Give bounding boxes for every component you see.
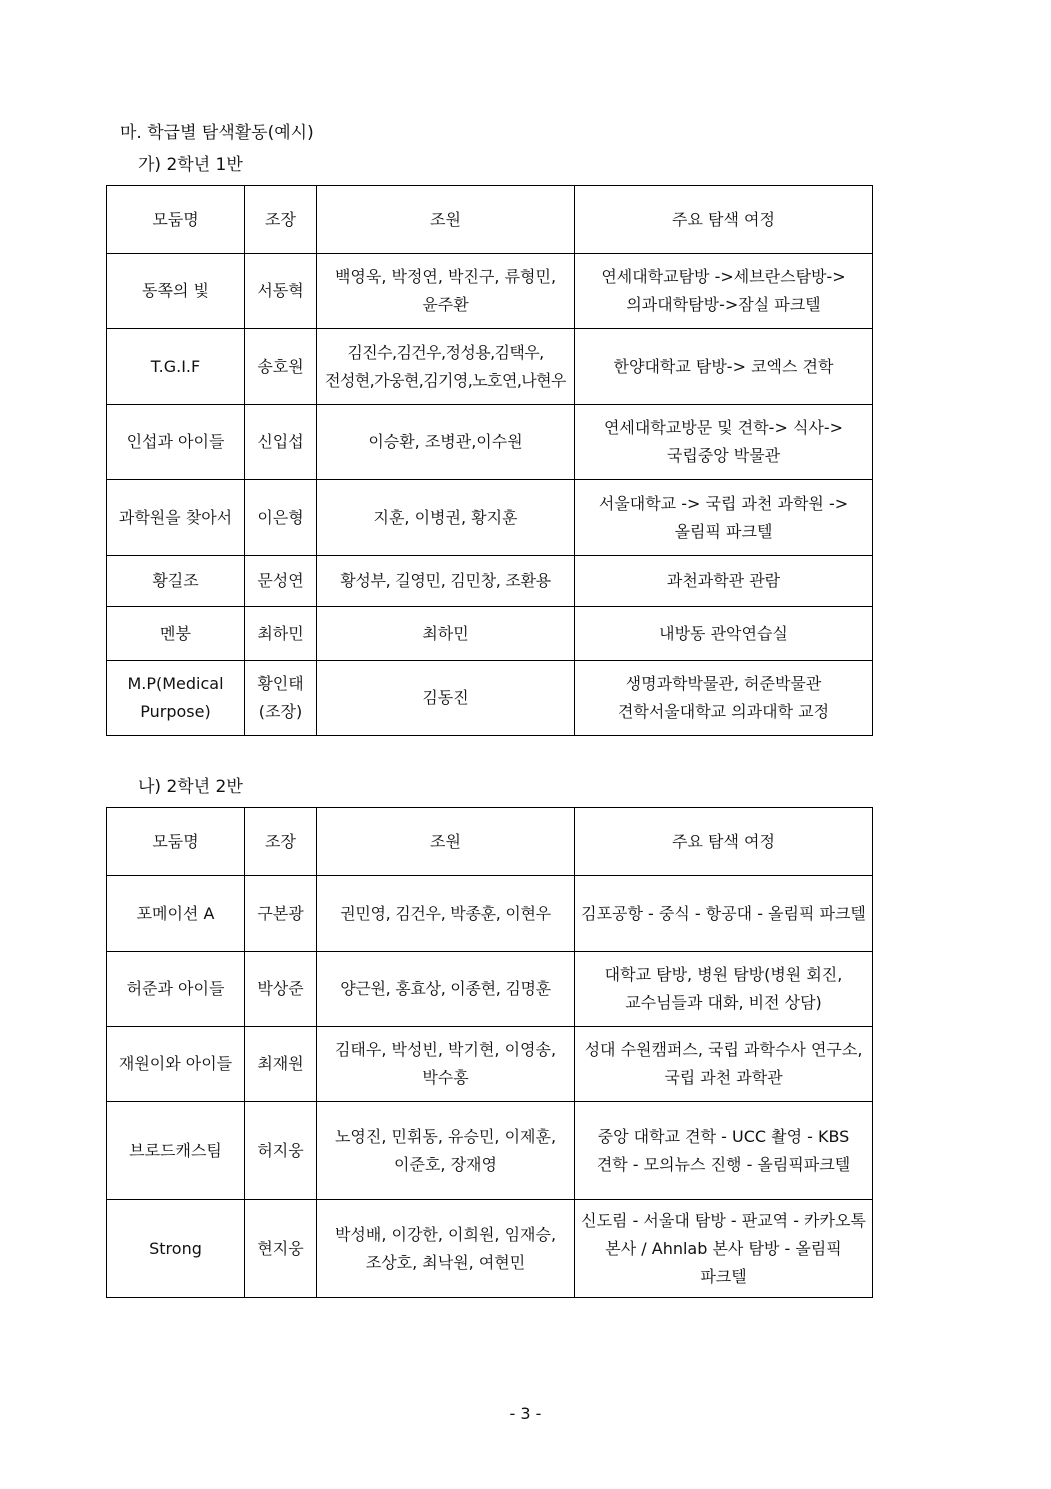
- group-name: Strong: [107, 1200, 245, 1298]
- header-leader: 조장: [245, 808, 317, 876]
- members: 박성배, 이강한, 이희원, 임재승, 조상호, 최낙원, 여현민: [317, 1200, 575, 1298]
- leader: 현지웅: [245, 1200, 317, 1298]
- table-row: [107, 254, 873, 329]
- group-name: 황길조: [107, 556, 245, 607]
- group-name: 동쪽의 빛: [107, 254, 245, 329]
- members: 이승환, 조병관,이수원: [317, 405, 575, 480]
- members: 백영욱, 박정연, 박진구, 류형민, 윤주환: [317, 254, 575, 329]
- itinerary: 성대 수원캠퍼스, 국립 과학수사 연구소, 국립 과천 과학관: [575, 1027, 873, 1102]
- leader: 박상준: [245, 952, 317, 1027]
- class-1-table: [106, 185, 873, 736]
- class-2-title: 나) 2학년 2반: [138, 777, 243, 797]
- leader: 송호원: [245, 329, 317, 405]
- header-itinerary: 주요 탐색 여정: [575, 186, 873, 254]
- group-name: 인섭과 아이들: [107, 405, 245, 480]
- table-row: [107, 405, 873, 480]
- header-group-name: 모둠명: [107, 186, 245, 254]
- itinerary: 대학교 탐방, 병원 탐방(병원 회진, 교수님들과 대화, 비전 상담): [575, 952, 873, 1027]
- members: 김진수,김건우,정성용,김택우,전성현,가웅현,김기영,노호연,나현우: [317, 329, 575, 405]
- members: 노영진, 민휘동, 유승민, 이제훈, 이준호, 장재영: [317, 1102, 575, 1200]
- group-name: 브로드캐스팀: [107, 1102, 245, 1200]
- itinerary: 신도림 - 서울대 탐방 - 판교역 - 카카오톡 본사 / Ahnlab 본사 탐방 - 올림픽 파크텔: [575, 1200, 873, 1298]
- table-row: [107, 607, 873, 661]
- members: 권민영, 김건우, 박종훈, 이현우: [317, 876, 575, 952]
- table-row: [107, 876, 873, 952]
- leader: 황인태 (조장): [245, 661, 317, 736]
- header-leader: 조장: [245, 186, 317, 254]
- members: 김동진: [317, 661, 575, 736]
- group-name: M.P(Medical Purpose): [107, 661, 245, 736]
- table-row: [107, 1027, 873, 1102]
- page-number: - 3 -: [509, 1404, 542, 1423]
- group-name: 재원이와 아이들: [107, 1027, 245, 1102]
- table-row: [107, 556, 873, 607]
- group-name: 포메이션 A: [107, 876, 245, 952]
- itinerary: 내방동 관악연습실: [575, 607, 873, 661]
- itinerary: 한양대학교 탐방-> 코엑스 견학: [575, 329, 873, 405]
- itinerary: 서울대학교 -> 국립 과천 과학원 -> 올림픽 파크텔: [575, 480, 873, 556]
- members: 김태우, 박성빈, 박기현, 이영송, 박수홍: [317, 1027, 575, 1102]
- table-row: [107, 1102, 873, 1200]
- table-header-row: [107, 808, 873, 876]
- class-1-title: 가) 2학년 1반: [138, 155, 243, 175]
- itinerary: 중앙 대학교 견학 - UCC 촬영 - KBS 견학 - 모의뉴스 진행 - 올림픽파크텔: [575, 1102, 873, 1200]
- itinerary: 연세대학교방문 및 견학-> 식사-> 국립중앙 박물관: [575, 405, 873, 480]
- table-row: [107, 1200, 873, 1298]
- members: 지훈, 이병권, 황지훈: [317, 480, 575, 556]
- class-2-table: [106, 807, 873, 1298]
- members: 최하민: [317, 607, 575, 661]
- leader: 구본광: [245, 876, 317, 952]
- members: 황성부, 길영민, 김민창, 조환용: [317, 556, 575, 607]
- header-group-name: 모둠명: [107, 808, 245, 876]
- group-name: T.G.I.F: [107, 329, 245, 405]
- leader: 서동혁: [245, 254, 317, 329]
- leader: 문성연: [245, 556, 317, 607]
- section-heading: 마. 학급별 탐색활동(예시): [120, 123, 314, 143]
- header-members: 조원: [317, 186, 575, 254]
- table-row: [107, 661, 873, 736]
- table-row: [107, 480, 873, 556]
- itinerary: 생명과학박물관, 허준박물관 견학서울대학교 의과대학 교정: [575, 661, 873, 736]
- group-name: 멘붕: [107, 607, 245, 661]
- leader: 허지웅: [245, 1102, 317, 1200]
- leader: 최재원: [245, 1027, 317, 1102]
- itinerary: 과천과학관 관람: [575, 556, 873, 607]
- itinerary: 연세대학교탐방 ->세브란스탐방-> 의과대학탐방->잠실 파크텔: [575, 254, 873, 329]
- members: 양근원, 홍효상, 이종현, 김명훈: [317, 952, 575, 1027]
- leader: 이은형: [245, 480, 317, 556]
- table-header-row: [107, 186, 873, 254]
- header-itinerary: 주요 탐색 여정: [575, 808, 873, 876]
- itinerary: 김포공항 - 중식 - 항공대 - 올림픽 파크텔: [575, 876, 873, 952]
- table-row: [107, 329, 873, 405]
- table-row: [107, 952, 873, 1027]
- group-name: 과학원을 찾아서: [107, 480, 245, 556]
- leader: 최하민: [245, 607, 317, 661]
- leader: 신입섭: [245, 405, 317, 480]
- group-name: 허준과 아이들: [107, 952, 245, 1027]
- header-members: 조원: [317, 808, 575, 876]
